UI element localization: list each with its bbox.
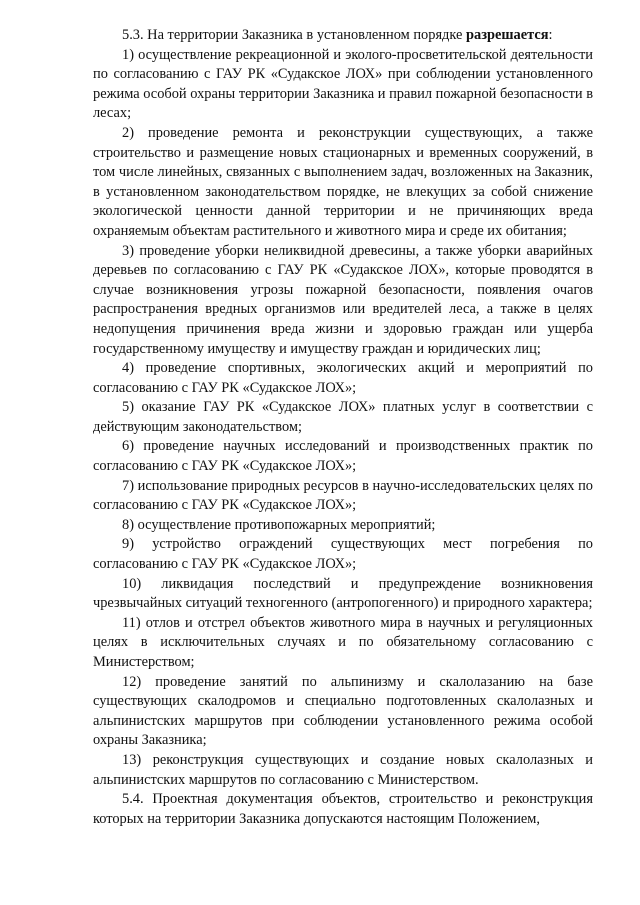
section-5-3-intro-prefix: 5.3. На территории Заказника в установленном порядке xyxy=(122,27,466,43)
section-5-3-intro-bold: разрешается xyxy=(466,27,549,43)
document-text xyxy=(93,26,593,829)
list-item-12: 12) проведение занятий по альпинизму и скалолазанию на базе существующих скалодромов и специально подготовленных скалолазных и альпинистских маршрутов при соблюдении установленного режима особой охраны Заказника; xyxy=(93,673,593,749)
list-item-4: 4) проведение спортивных, экологических акций и мероприятий по согласованию с ГАУ РК «Судакское ЛОХ»; xyxy=(93,360,593,396)
list-item-2: 2) проведение ремонта и реконструкции существующих, а также строительство и размещение новых стационарных и временных сооружений, в том числе линейных, связанных с выполнением задач, возложенных на Заказник, в установленном законодательством порядке, не влекущих за собой снижение экологической ценности данной территории и не причиняющих вреда охраняемым объектам растительного и животного мира и среде их обитания; xyxy=(93,124,593,239)
list-item-11: 11) отлов и отстрел объектов животного мира в научных и регуляционных целях в исключительных случаях и по обязательному согласованию с Министерством; xyxy=(93,614,593,670)
list-item-1: 1) осуществление рекреационной и эколого-просветительской деятельности по согласованию с ГАУ РК «Судакское ЛОХ» при соблюдении установленного режима особой охраны территории Заказника и правил пожарной безопасности в лесах; xyxy=(93,46,593,122)
list-item-7: 7) использование природных ресурсов в научно-исследовательских целях по согласованию с ГАУ РК «Судакское ЛОХ»; xyxy=(93,477,593,514)
list-item-10: 10) ликвидация последствий и предупреждение возникновения чрезвычайных ситуаций техногенного (антропогенного) и природного характера; xyxy=(93,575,593,612)
section-5-3-intro-suffix: : xyxy=(548,27,553,43)
list-item-3: 3) проведение уборки неликвидной древесины, а также уборки аварийных деревьев по согласованию с ГАУ РК «Судакское ЛОХ», которые проводятся в случае возникновения угрозы пожарной безопасности, появления очагов распространения вредных организмов или вредителей леса, а также в целях недопущения причинения вреда жизни и здоровью граждан или ущерба государственному имуществу и имуществу граждан и юридических лиц; xyxy=(93,242,593,357)
list-item-6: 6) проведение научных исследований и производственных практик по согласованию с ГАУ РК «Судакское ЛОХ»; xyxy=(93,438,593,475)
list-item-5: 5) оказание ГАУ РК «Судакское ЛОХ» платных услуг в соответствии с действующим законодательством; xyxy=(93,399,593,435)
section-5-3-intro xyxy=(93,26,593,46)
list-item-13: 13) реконструкция существующих и создание новых скалолазных и альпинистских маршрутов по согласованию с Министерством. xyxy=(93,751,593,788)
section-5-4-paragraph: 5.4. Проектная документация объектов, строительство и реконструкция которых на территории Заказника допускаются настоящим Положением, xyxy=(93,791,593,827)
list-item-9: 9) устройство ограждений существующих мест погребения по согласованию с ГАУ РК «Судакское ЛОХ»; xyxy=(93,536,593,573)
list-item-8: 8) осуществление противопожарных мероприятий; xyxy=(122,516,436,533)
